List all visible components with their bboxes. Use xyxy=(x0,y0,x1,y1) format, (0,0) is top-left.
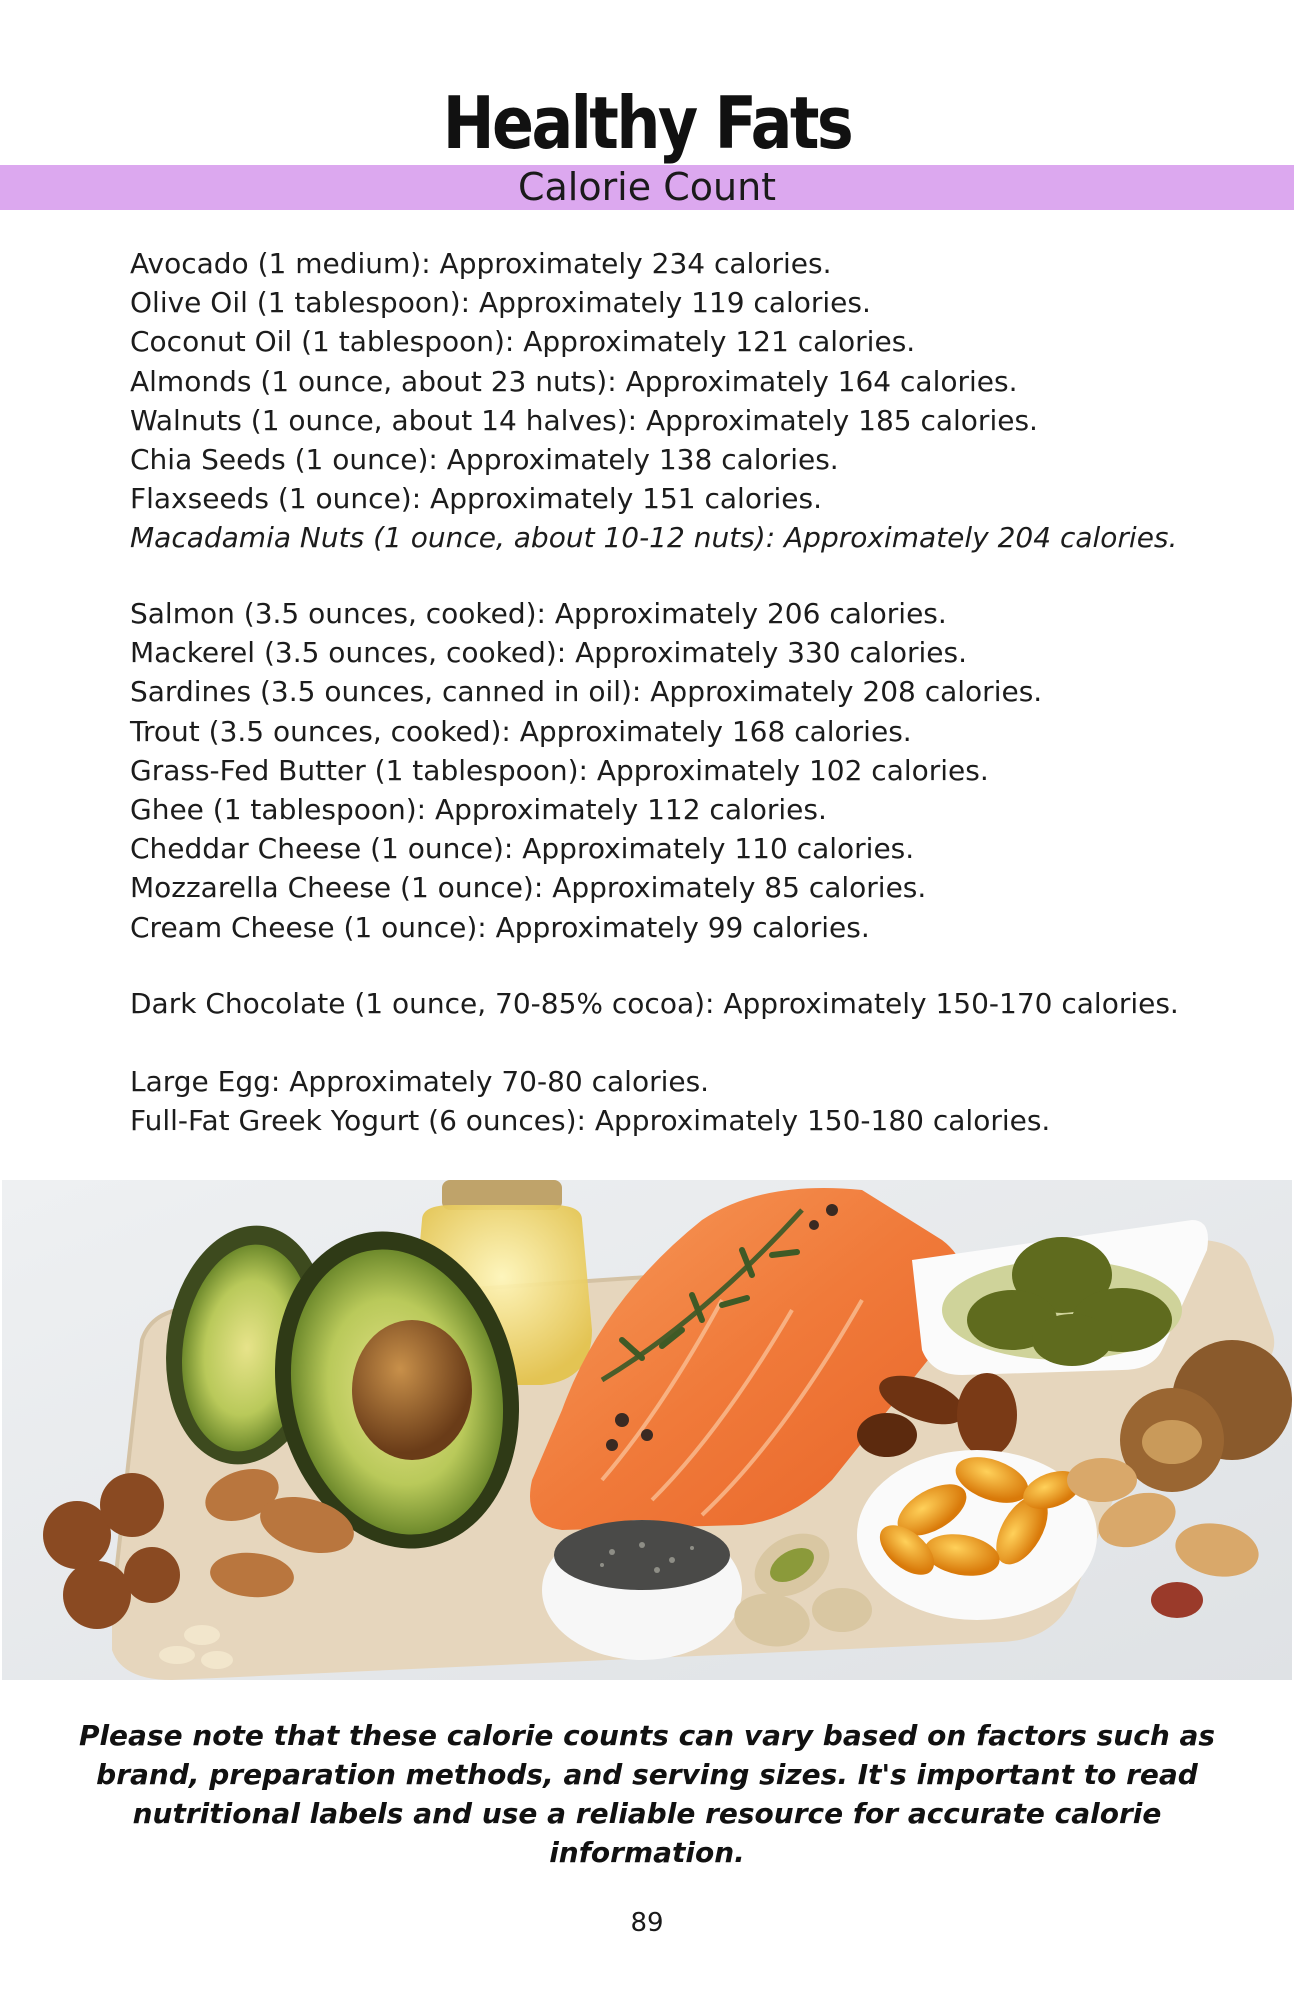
list-item: Chia Seeds (1 ounce): Approximately 138 calories. xyxy=(130,443,839,477)
list-item: Walnuts (1 ounce, about 14 halves): Approximately 185 calories. xyxy=(130,403,1038,437)
list-item: Sardines (3.5 ounces, canned in oil): Approximately 208 calories. xyxy=(130,675,1043,709)
list-item: Almonds (1 ounce, about 23 nuts): Approximately 164 calories. xyxy=(130,364,1018,398)
subtitle-banner: Calorie Count xyxy=(0,165,1294,210)
page-title: Healthy Fats xyxy=(442,81,852,165)
list-item: Dark Chocolate (1 ounce, 70-85% cocoa): Approximately 150-170 calories. xyxy=(130,987,1179,1020)
list-item: Avocado (1 medium): Approximately 234 calories. xyxy=(130,247,832,280)
list-item: Grass-Fed Butter (1 tablespoon): Approximately 102 calories. xyxy=(130,753,989,787)
list-item: Salmon (3.5 ounces, cooked): Approximately 206 calories. xyxy=(130,597,947,630)
list-item: Full-Fat Greek Yogurt (6 ounces): Approximately 150-180 calories. xyxy=(130,1104,1051,1138)
page-number: 89 xyxy=(630,1908,664,1938)
chocolate-list xyxy=(130,984,1240,1023)
list-item: Flaxseeds (1 ounce): Approximately 151 calories. xyxy=(130,482,822,516)
egg-yogurt-list xyxy=(130,1062,1240,1140)
list-item: Trout (3.5 ounces, cooked): Approximately 168 calories. xyxy=(130,714,912,748)
list-item: Large Egg: Approximately 70-80 calories. xyxy=(130,1065,710,1098)
healthy-fats-food-photo xyxy=(2,1180,1292,1680)
fats-oils-nuts-list xyxy=(130,244,1240,558)
list-item: Cheddar Cheese (1 ounce): Approximately 110 calories. xyxy=(130,832,915,866)
list-item: Olive Oil (1 tablespoon): Approximately 119 calories. xyxy=(130,286,871,320)
list-item: Macadamia Nuts (1 ounce, about 10-12 nuts): Approximately 204 calories. xyxy=(130,521,1178,555)
list-item: Mackerel (3.5 ounces, cooked): Approximately 330 calories. xyxy=(130,636,967,670)
disclaimer-note: Please note that these calorie counts can vary based on factors such as brand, preparation methods, and serving sizes. It's important to read nutritional labels and use a reliable resource for accurate calorie information. xyxy=(78,1719,1216,1869)
list-item: Coconut Oil (1 tablespoon): Approximately 121 calories. xyxy=(130,325,916,359)
list-item: Ghee (1 tablespoon): Approximately 112 calories. xyxy=(130,793,827,827)
list-item: Mozzarella Cheese (1 ounce): Approximately 85 calories. xyxy=(130,871,927,905)
fish-dairy-list xyxy=(130,594,1240,947)
list-item: Cream Cheese (1 ounce): Approximately 99 calories. xyxy=(130,910,870,944)
